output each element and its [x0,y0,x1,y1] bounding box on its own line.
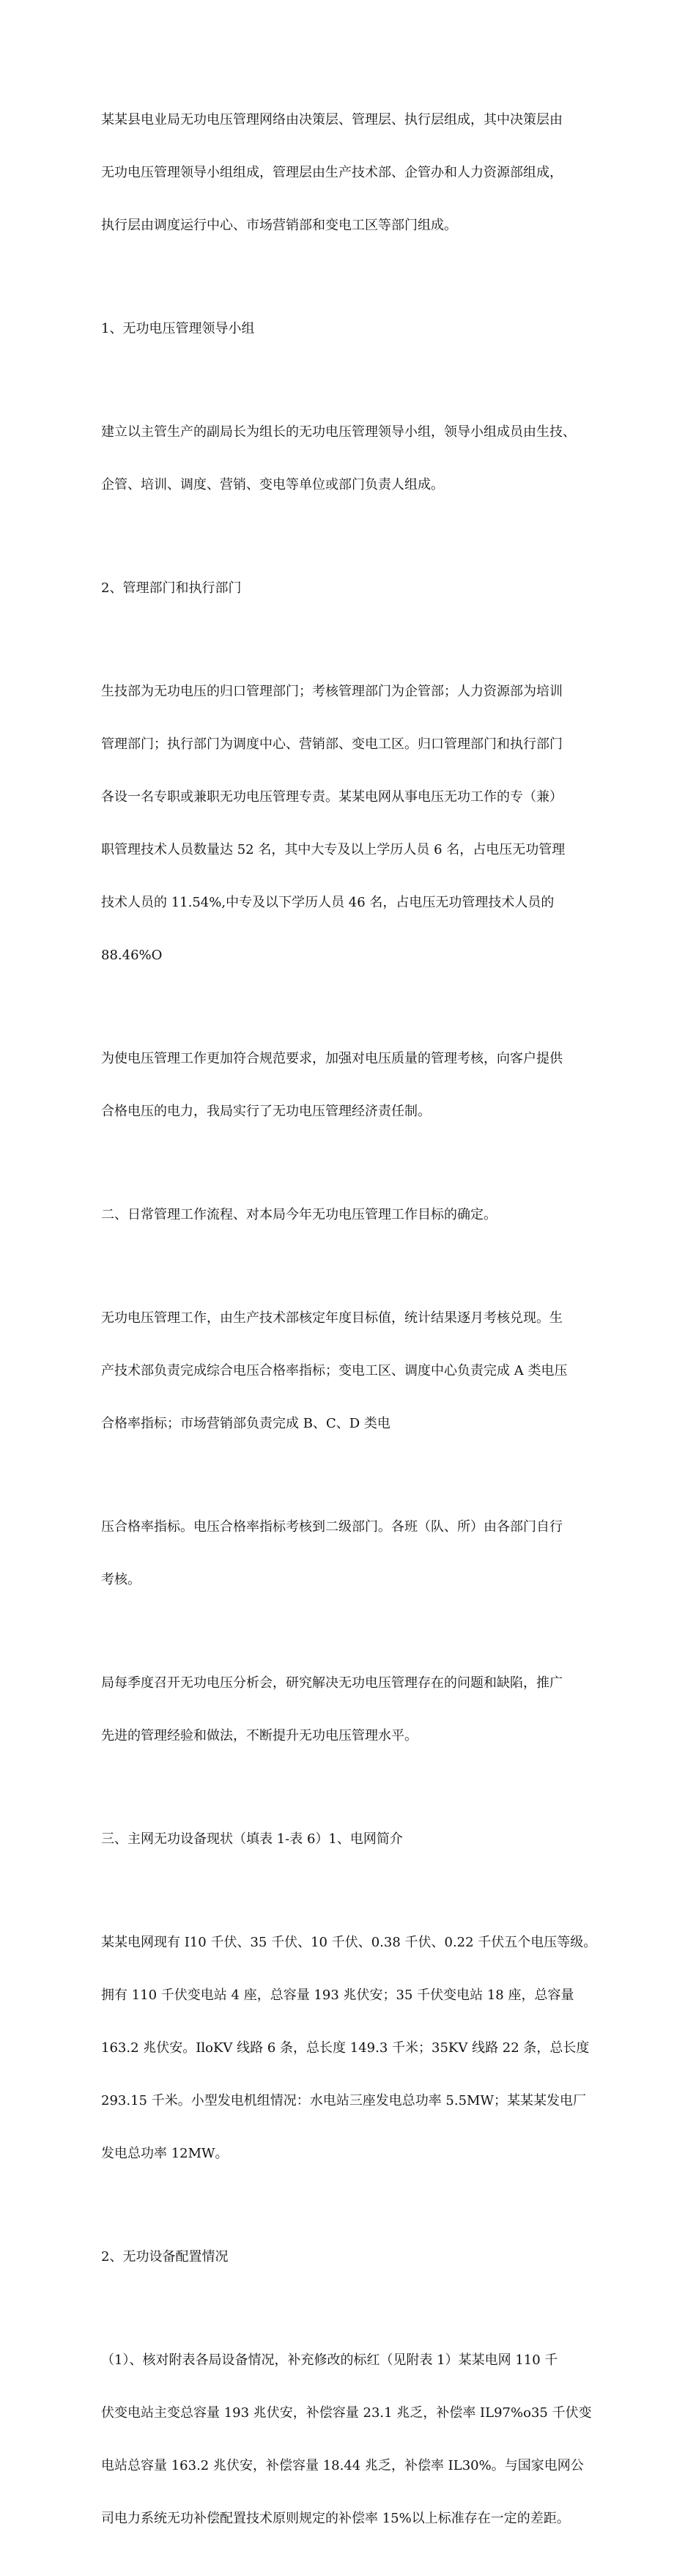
text-line: 局每季度召开无功电压分析会，研究解决无功电压管理存在的问题和缺陷，推广 [101,1675,563,1691]
heading-text: 2、管理部门和执行部门 [101,580,242,596]
text-line: 293.15 千米。小型发电机组情况：水电站三座发电总功率 5.5MW；某某某发电厂 [101,2093,586,2108]
section-heading-equipment-config [101,2213,585,2301]
heading-text: 2、无功设备配置情况 [101,2249,229,2265]
section-heading-workflow [101,1171,585,1259]
paragraph-grid-overview [101,1899,597,2198]
text-line: 先进的管理经验和做法，不断提升无功电压管理水平。 [101,1728,418,1743]
paragraph-responsibility [101,1015,585,1156]
paragraph-assessment [101,1483,585,1624]
paragraph-quarterly-meeting [101,1639,585,1780]
paragraph-leadership-group [101,388,585,529]
text-line: 163.2 兆伏安。IloKV 线路 6 条，总长度 149.3 千米；35KV 线路 22 条，总长度 [101,2040,590,2056]
text-line: 88.46%O [101,948,163,963]
text-line: 无功电压管理领导小组组成，管理层由生产技术部、企管办和人力资源部组成， [101,165,563,180]
section-heading-2 [101,545,585,632]
text-line: 无功电压管理工作，由生产技术部核定年度目标值，统计结果逐月考核兑现。生 [101,1310,563,1326]
heading-text: 二、日常管理工作流程、对本局今年无功电压管理工作目标的确定。 [101,1207,497,1222]
text-line: 电站总容量 163.2 兆伏安，补偿容量 18.44 兆乏，补偿率 IL30%。与国家电网公 [101,2458,584,2473]
heading-text: 1、无功电压管理领导小组 [101,321,255,336]
text-line: 伏变电站主变总容量 193 兆伏安，补偿容量 23.1 兆乏，补偿率 IL97%o35 千伏变 [101,2405,592,2421]
paragraph-targets [101,1274,585,1468]
text-line: 合格率指标；市场营销部负责完成 B、C、D 类电 [101,1416,390,1431]
paragraph-compensation [101,2317,592,2563]
paragraph-intro [101,76,585,270]
text-line: 技术人员的 11.54%,中专及以下学历人员 46 名，占电压无功管理技术人员的 [101,895,555,910]
text-line: 职管理技术人员数量达 52 名，其中大专及以上学历人员 6 名，占电压无功管理 [101,842,566,857]
text-line: 压合格率指标。电压合格率指标考核到二级部门。各班（队、所）由各部门自行 [101,1519,563,1535]
text-line: 司电力系统无功补偿配置技术原则规定的补偿率 15%以上标准存在一定的差距。 [101,2511,570,2526]
section-heading-equipment [101,1796,585,1883]
text-line: 各设一名专职或兼职无功电压管理专责。某某电网从事电压无功工作的专（兼） [101,789,563,805]
text-line: （1）、核对附表各局设备情况，补充修改的标红（见附表 1）某某电网 110 千 [101,2352,558,2368]
heading-text: 三、主网无功设备现状（填表 1-表 6）1、电网简介 [101,1831,403,1847]
text-line: 某某县电业局无功电压管理网络由决策层、管理层、执行层组成，其中决策层由 [101,112,563,128]
text-line: 生技部为无功电压的归口管理部门；考核管理部门为企管部；人力资源部为培训 [101,684,563,699]
text-line: 管理部门；执行部门为调度中心、营销部、变电工区。归口管理部门和执行部门 [101,737,563,752]
text-line: 企管、培训、调度、营销、变电等单位或部门负责人组成。 [101,477,444,492]
text-line: 执行层由调度运行中心、市场营销部和变电工区等部门组成。 [101,218,457,233]
text-line: 考核。 [101,1572,141,1587]
section-heading-1 [101,285,585,373]
text-line: 为使电压管理工作更加符合规范要求，加强对电压质量的管理考核，向客户提供 [101,1051,563,1066]
text-line: 建立以主管生产的副局长为组长的无功电压管理领导小组，领导小组成员由生技、 [101,424,576,440]
text-line: 产技术部负责完成综合电压合格率指标；变电工区、调度中心负责完成 A 类电压 [101,1363,568,1379]
text-line: 某某电网现有 I10 千伏、35 千伏、10 千伏、0.38 千伏、0.22 千伏五个电压等级。 [101,1935,597,1950]
document-body [101,76,597,2576]
text-line: 合格电压的电力，我局实行了无功电压管理经济责任制。 [101,1104,431,1119]
text-line: 拥有 110 千伏变电站 4 座，总容量 193 兆伏安；35 千伏变电站 18 座，总容量 [101,1988,574,2003]
paragraph-departments [101,648,585,1000]
text-line: 发电总功率 12MW。 [101,2146,229,2161]
